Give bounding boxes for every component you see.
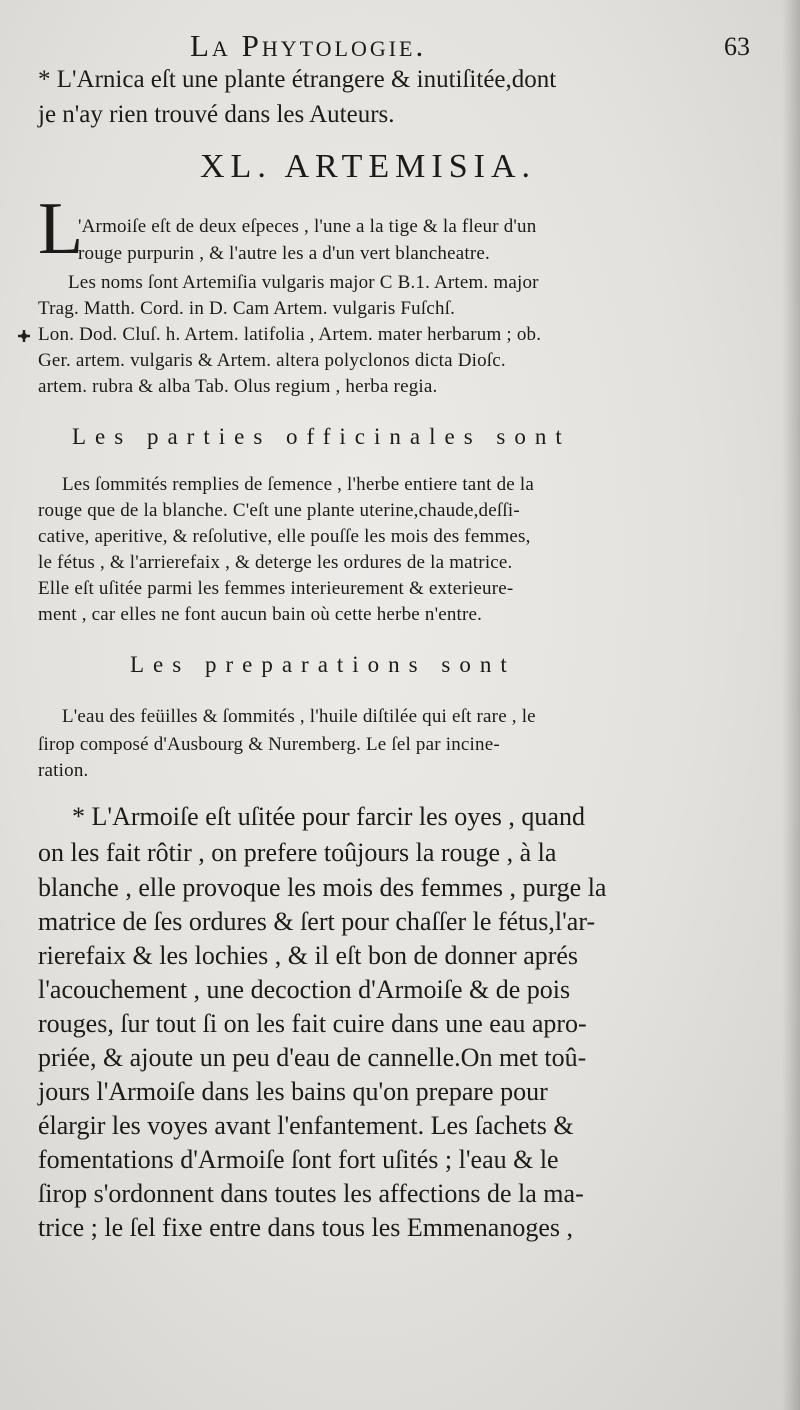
commentary-line: fomentations d'Armoiſe ſont fort uſités ; l'eau & le — [38, 1145, 559, 1174]
chapter-title: XL. ARTEMISIA. — [200, 148, 537, 185]
section-heading-officinales: Les parties officinales sont — [72, 424, 571, 449]
page-number: 63 — [724, 32, 750, 61]
running-title: La Phytologie. — [190, 28, 427, 63]
commentary-line: blanche , elle provoque les mois des femmes , purge la — [38, 873, 607, 902]
commentary-line: trice ; le ſel fixe entre dans tous les Emmenanoges , — [38, 1213, 573, 1242]
preparations-line: ration. — [38, 760, 89, 781]
commentary-line: matrice de ſes ordures & ſert pour chaſſer le fétus,l'ar- — [38, 907, 596, 936]
intro-line: Trag. Matth. Cord. in D. Cam Artem. vulgaris Fuſchſ. — [38, 298, 456, 319]
intro-line: Les noms ſont Artemiſia vulgaris major C B.1. Artem. major — [68, 272, 539, 293]
officinales-line: le fétus , & l'arrierefaix , & deterge les ordures de la matrice. — [38, 552, 513, 573]
commentary-line: on les fait rôtir , on prefere toûjours la rouge , à la — [38, 838, 557, 867]
officinales-line: cative, aperitive, & reſolutive, elle pouſſe les mois des femmes, — [38, 526, 531, 547]
intro-line: artem. rubra & alba Tab. Olus regium , herba regia. — [38, 376, 438, 397]
page-header — [190, 28, 750, 64]
section-heading-preparations: Les preparations sont — [130, 652, 516, 677]
drop-cap: L — [38, 188, 84, 270]
commentary-line: l'acouchement , une decoction d'Armoiſe & de pois — [38, 975, 571, 1004]
preparations-line: ſirop composé d'Ausbourg & Nuremberg. Le ſel par incine- — [38, 734, 500, 755]
commentary-line: jours l'Armoiſe dans les bains qu'on prepare pour — [38, 1077, 548, 1106]
intro-line: Ger. artem. vulgaris & Artem. altera polyclonos dicta Dioſc. — [38, 350, 506, 371]
commentary-line: ſirop s'ordonnent dans toutes les affections de la ma- — [38, 1179, 584, 1208]
preparations-line: L'eau des feüilles & ſommités , l'huile diſtilée qui eſt rare , le — [62, 706, 536, 727]
margin-ink-mark — [16, 328, 32, 344]
officinales-line: rouge que de la blanche. C'eſt une plante uterine,chaude,deſſi- — [38, 500, 520, 521]
commentary-line: rouges, ſur tout ſi on les fait cuire dans une eau apro- — [38, 1009, 587, 1038]
officinales-line: Les ſommités remplies de ſemence , l'herbe entiere tant de la — [62, 474, 534, 495]
note-arnica-line: je n'ay rien trouvé dans les Auteurs. — [38, 101, 395, 128]
intro-line: rouge purpurin , & l'autre les a d'un vert blancheatre. — [78, 243, 490, 264]
officinales-line: ment , car elles ne font aucun bain où cette herbe n'entre. — [38, 604, 483, 625]
commentary-line: rierefaix & les lochies , & il eſt bon de donner aprés — [38, 941, 579, 970]
intro-line: 'Armoiſe eſt de deux eſpeces , l'une a la tige & la fleur d'un — [78, 216, 537, 237]
officinales-line: Elle eſt uſitée parmi les femmes interieurement & exterieure- — [38, 578, 514, 599]
intro-line: Lon. Dod. Cluſ. h. Artem. latifolia , Artem. mater herbarum ; ob. — [38, 324, 542, 345]
commentary-line: priée, & ajoute un peu d'eau de cannelle.On met toû- — [38, 1043, 587, 1072]
note-arnica-line: * L'Arnica eſt une plante étrangere & inutiſitée,dont — [38, 66, 557, 93]
commentary-line: * L'Armoiſe eſt uſitée pour farcir les oyes , quand — [72, 802, 585, 831]
commentary-line: élargir les voyes avant l'enfantement. Les ſachets & — [38, 1111, 574, 1140]
page-gutter-shadow — [782, 0, 800, 1410]
